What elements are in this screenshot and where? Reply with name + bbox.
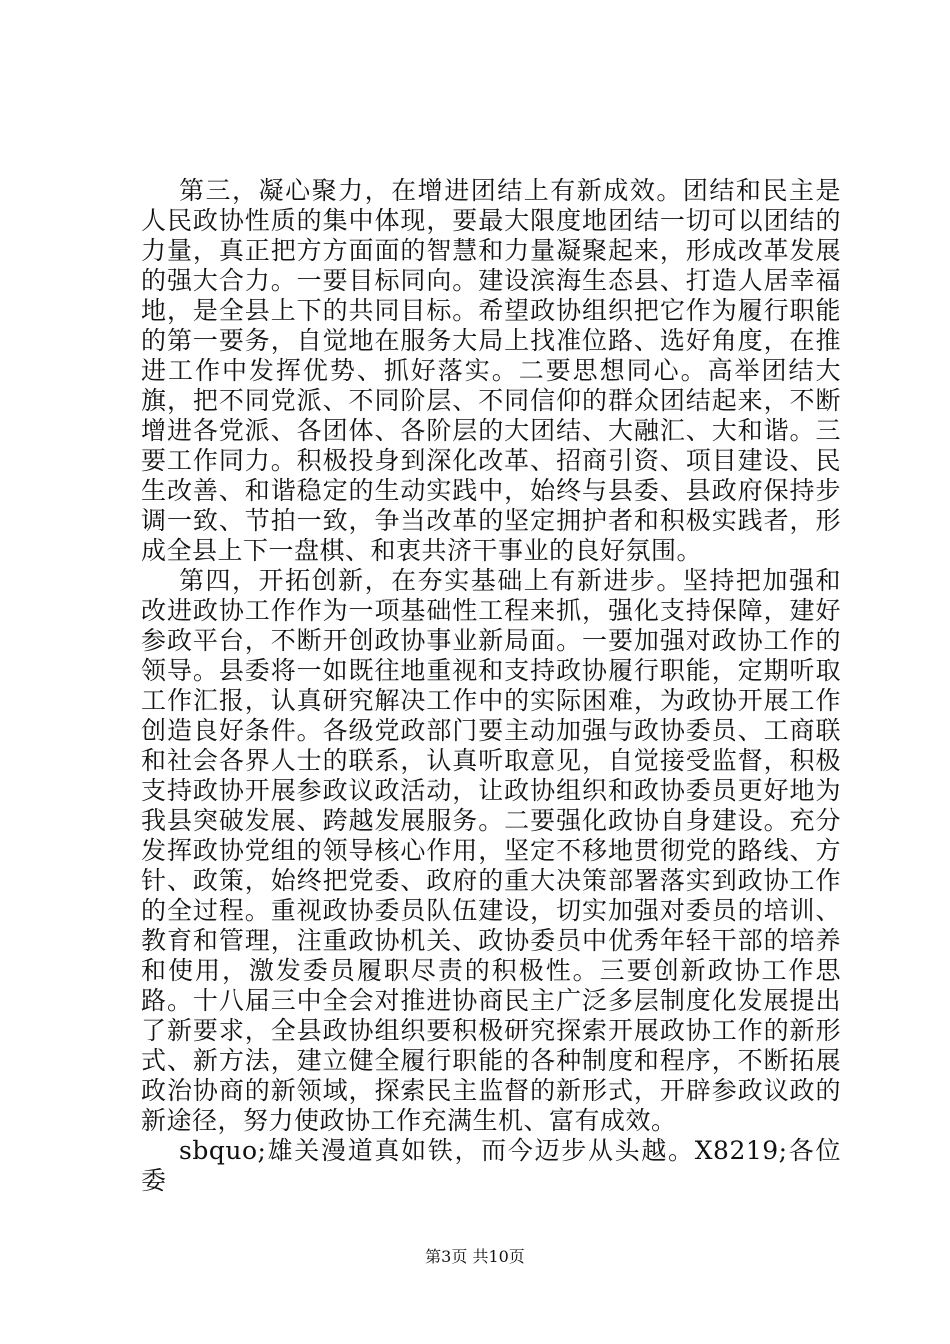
paragraph-5: sbquo;雄关漫道真如铁，而今迈步从头越。X8219;各位委 bbox=[141, 1136, 841, 1195]
paragraph-4: 第四，开拓创新，在夯实基础上有新进步。坚持把加强和改进政协工作作为一项基础性工程来抓，强化支持保障，建好参政平台，不断开创政协事业新局面。一要加强对政协工作的领导。县委将一如既往地重视和支持政协履行职能，定期听取工作汇报，认真研究解决工作中的实际困难，为政协开展工作创造良好条件。各级党政部门要主动加强与政协委员、工商联和社会各界人士的联系，认真听取意见，自觉接受监督，积极支持政协开展参政议政活动，让政协组织和政协委员更好地为我县突破发展、跨越发展服务。二要强化政协自身建设。充分发挥政协党组的领导核心作用，坚定不移地贯彻党的路线、方针、政策，始终把党委、政府的重大决策部署落实到政协工作的全过程。重视政协委员队伍建设，切实加强对委员的培训、教育和管理，注重政协机关、政协委员中优秀年轻干部的培养和使用，激发委员履职尽责的积极性。三要创新政协工作思路。十八届三中全会对推进协商民主广泛多层制度化发展提出了新要求，全县政协组织要积极研究探索开展政协工作的新形式、新方法，建立健全履行职能的各种制度和程序，不断拓展政治协商的新领域，探索民主监督的新形式，开辟参政议政的新途径，努力使政协工作充满生机、富有成效。 bbox=[141, 566, 841, 1135]
page-number-footer: 第3页 共10页 bbox=[425, 1247, 525, 1266]
document-body bbox=[141, 176, 841, 1196]
paragraph-3: 第三，凝心聚力，在增进团结上有新成效。团结和民主是人民政协性质的集中体现，要最大限度地团结一切可以团结的力量，真正把方方面面的智慧和力量凝聚起来，形成改革发展的强大合力。一要目标同向。建设滨海生态县、打造人居幸福地，是全县上下的共同目标。希望政协组织把它作为履行职能的第一要务，自觉地在服务大局上找准位路、选好角度，在推进工作中发挥优势、抓好落实。二要思想同心。高举团结大旗，把不同党派、不同阶层、不同信仰的群众团结起来，不断增进各党派、各团体、各阶层的大团结、大融汇、大和谐。三要工作同力。积极投身到深化改革、招商引资、项目建设、民生改善、和谐稳定的生动实践中，始终与县委、县政府保持步调一致、节拍一致，争当改革的坚定拥护者和积极实践者，形成全县上下一盘棋、和衷共济干事业的良好氛围。 bbox=[141, 176, 841, 565]
